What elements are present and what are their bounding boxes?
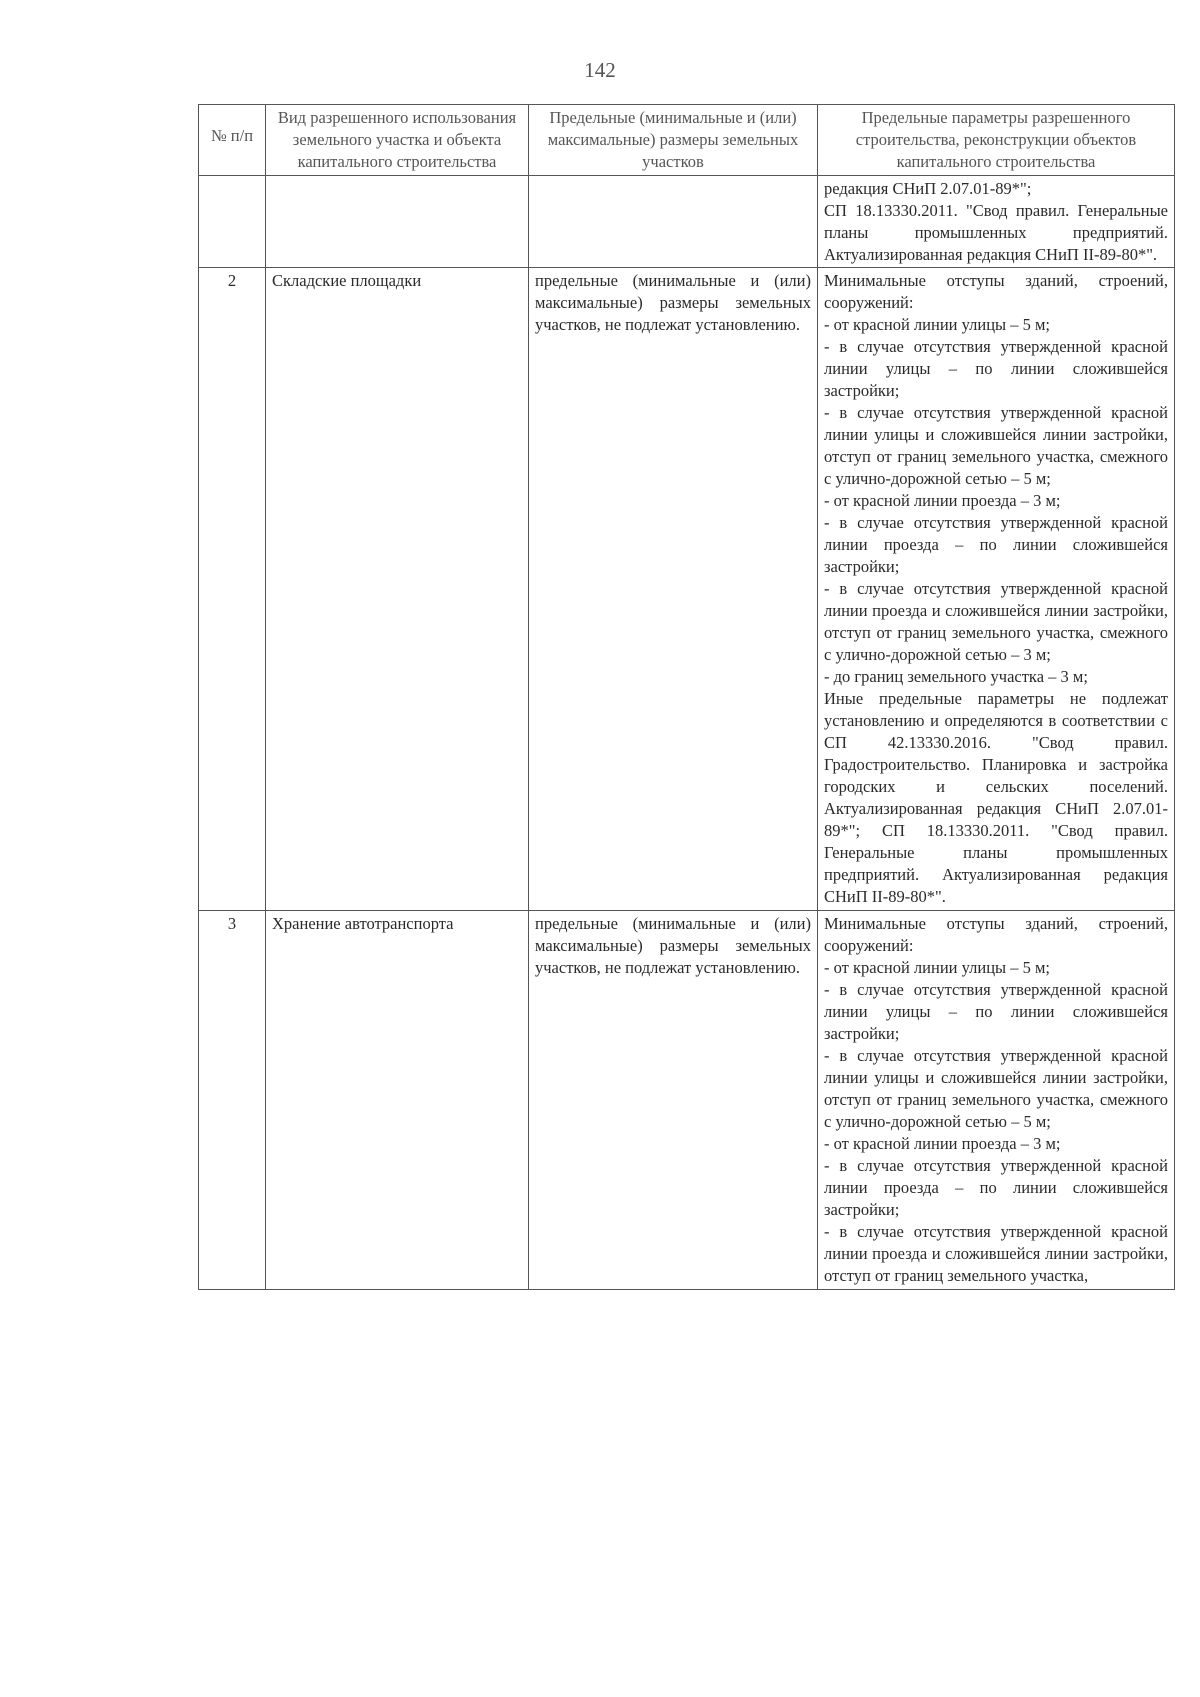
table-row xyxy=(199,176,1175,268)
row-plot-size xyxy=(529,176,818,268)
param-line: Минимальные отступы зданий, строений, сооружений: xyxy=(824,271,1168,312)
header-row xyxy=(199,105,1175,176)
table-header xyxy=(199,105,1175,176)
regulations-table xyxy=(198,104,1175,1290)
param-line: - в случае отсутствия утвержденной красной линии улицы – по линии сложившейся застройки; xyxy=(824,337,1168,400)
param-line: - от красной линии проезда – 3 м; xyxy=(824,491,1061,510)
header-use-type: Вид разрешенного использования земельного участка и объекта капитального строительства xyxy=(266,105,529,176)
param-line: - от красной линии улицы – 5 м; xyxy=(824,315,1051,334)
row-parameters xyxy=(818,268,1175,911)
row-parameters xyxy=(818,911,1175,1290)
row-plot-size: предельные (минимальные и (или) максимальные) размеры земельных участков, не подлежат установлению. xyxy=(529,911,818,1290)
param-line: - в случае отсутствия утвержденной красной линии улицы и сложившейся линии застройки, отступ от границ земельного участка, смежного с улично-дорожной сетью – 5 м; xyxy=(824,1046,1168,1131)
param-line: - в случае отсутствия утвержденной красной линии улицы – по линии сложившейся застройки; xyxy=(824,980,1168,1043)
param-line: - в случае отсутствия утвержденной красной линии проезда и сложившейся линии застройки, отступ от границ земельного участка, смежного с улично-дорожной сетью – 3 м; xyxy=(824,579,1168,664)
param-line: - от красной линии проезда – 3 м; xyxy=(824,1134,1061,1153)
param-line: - в случае отсутствия утвержденной красной линии проезда – по линии сложившейся застройки; xyxy=(824,513,1168,576)
param-line: Иные предельные параметры не подлежат установлению и определяются в соответствии с СП 42.13330.2016. "Свод правил. Градостроительство. Планировка и застройка городских и сельских поселений. Актуализированная редакция СНиП 2.07.01-89*"; СП 18.13330.2011. "Свод правил. Генеральные планы промышленных предприятий. Актуализированная редакция СНиП II-89-80*". xyxy=(824,689,1168,906)
param-line: СП 18.13330.2011. "Свод правил. Генеральные планы промышленных предприятий. Актуализированная редакция СНиП II-89-80*". xyxy=(824,201,1168,264)
param-line: - до границ земельного участка – 3 м; xyxy=(824,667,1088,686)
row-number xyxy=(199,176,266,268)
row-plot-size: предельные (минимальные и (или) максимальные) размеры земельных участков, не подлежат установлению. xyxy=(529,268,818,911)
param-line: - в случае отсутствия утвержденной красной линии проезда и сложившейся линии застройки, отступ от границ земельного участка, xyxy=(824,1222,1168,1285)
page-number: 142 xyxy=(584,58,616,82)
param-line: - в случае отсутствия утвержденной красной линии проезда – по линии сложившейся застройки; xyxy=(824,1156,1168,1219)
header-plot-size: Предельные (минимальные и (или) максимальные) размеры земельных участков xyxy=(529,105,818,176)
param-line: - от красной линии улицы – 5 м; xyxy=(824,958,1051,977)
row-use-type: Складские площадки xyxy=(266,268,529,911)
param-line: редакция СНиП 2.07.01-89*"; xyxy=(824,179,1032,198)
header-parameters: Предельные параметры разрешенного строительства, реконструкции объектов капитального строительства xyxy=(818,105,1175,176)
header-number xyxy=(199,105,266,176)
row-use-type xyxy=(266,176,529,268)
param-line: - в случае отсутствия утвержденной красной линии улицы и сложившейся линии застройки, отступ от границ земельного участка, смежного с улично-дорожной сетью – 5 м; xyxy=(824,403,1168,488)
table-row xyxy=(199,268,1175,911)
row-parameters xyxy=(818,176,1175,268)
header-number-label: № п/п xyxy=(210,126,254,145)
row-number: 2 xyxy=(199,268,266,911)
row-number: 3 xyxy=(199,911,266,1290)
row-use-type: Хранение автотранспорта xyxy=(266,911,529,1290)
table-row xyxy=(199,911,1175,1290)
param-line: Минимальные отступы зданий, строений, сооружений: xyxy=(824,914,1168,955)
